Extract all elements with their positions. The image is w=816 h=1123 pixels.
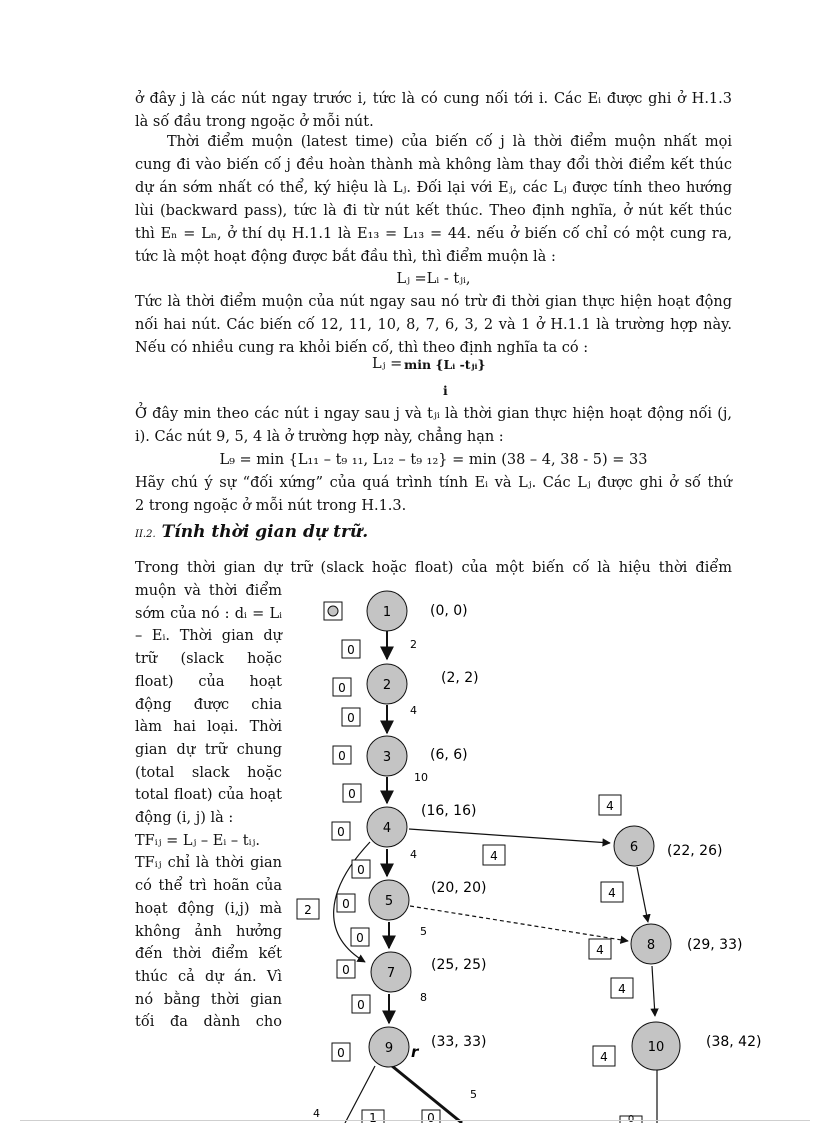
column-line: làm hai loại. Thời [135,719,282,736]
node-label: 5 [384,894,394,909]
node-9 [369,1027,409,1067]
column-line: thúc cả dự án. Vì [135,968,282,985]
node-1 [367,591,407,631]
node-label: 9 [384,1041,394,1056]
node-label: 3 [382,750,392,765]
duration-label: 4 [410,704,417,717]
node-2 [367,664,407,704]
formula-min-index: i [443,383,448,398]
node-label: 10 [647,1040,665,1055]
svg-text:0: 0 [347,711,355,725]
column-line: sớm của nó : dᵢ = Lᵢ [135,605,282,622]
text-line: Ở đây min theo các nút i ngay sau j và tⱼᵢ là thời gian thực hiện hoạt động nối (j, [135,406,732,422]
node-10 [632,1022,680,1070]
duration-label: 4 [410,848,417,861]
svg-text:4: 4 [596,943,604,957]
float-box [343,784,361,802]
text-line: Tức là thời điểm muộn của nút ngay sau nó trừ đi thời gian thực hiện hoạt động [135,294,732,310]
text-line: cung đi vào biến cố j đều hoàn thành mà không làm thay đổi thời điểm kết thúc [135,157,732,173]
svg-text:0: 0 [357,998,365,1012]
column-line: động (i, j) là : [135,810,234,827]
column-line: total float) của hoạt [135,787,282,804]
formula-min-lhs: Lⱼ = [372,356,403,372]
column-line: trữ (slack hoặc [135,651,282,668]
float-box [332,822,350,840]
column-line: (total slack hoặc [135,764,282,781]
column-line: đến thời điểm kết [135,946,282,963]
float-box [593,1046,615,1066]
node-times: (25, 25) [431,957,487,973]
column-line: có thể trì hoãn của [135,878,282,895]
section-number: II.2. [135,529,156,540]
float-box [611,978,633,998]
svg-text:0: 0 [338,749,346,763]
node-times: (20, 20) [431,880,487,896]
formula-min-top: min {Lᵢ -tⱼᵢ} [404,357,486,372]
node-7 [371,952,411,992]
node-times: (16, 16) [421,803,477,819]
text-line: Nếu có nhiều cung ra khỏi biến cố, thì theo định nghĩa ta có : [135,340,589,356]
node-label: 2 [382,678,392,693]
float-box [351,928,369,946]
edge-5-8-dummy [410,906,628,941]
node-times: (29, 33) [687,937,743,953]
column-line: nó bằng thời gian [135,991,282,1008]
start-marker-dot [328,606,338,616]
duration-label: 4 [313,1107,320,1120]
svg-text:0: 0 [337,825,345,839]
duration-label: 5 [420,925,427,938]
svg-text:4: 4 [606,799,614,813]
node-label: 6 [629,840,639,855]
column-line: TFᵢⱼ = Lⱼ – Eᵢ – tᵢⱼ. [135,832,260,849]
node-times: (38, 42) [706,1034,762,1050]
edge-4-6 [409,829,610,843]
text-line: Thời điểm muộn (latest time) của biến cố j là thời điểm muộn nhất mọi [167,134,732,150]
node-4 [367,807,407,847]
text-line: là số đầu trong ngoặc ở mỗi nút. [135,114,374,130]
column-line: muộn và thời điểm [135,583,282,599]
float-box [297,899,319,919]
formula-backward: Lⱼ =Lᵢ - tⱼᵢ, [396,271,471,287]
text-line: tức là một hoạt động được bắt đầu thì, thì điểm muộn là : [135,249,556,265]
text-line: Trong thời gian dự trữ (slack hoặc float) của một biến cố là hiệu thời điểm [135,560,732,576]
float-box [342,640,360,658]
node-times: (6, 6) [430,747,468,763]
column-line: tối đa dành cho [135,1014,282,1031]
float-box [589,939,611,959]
float-box [352,995,370,1013]
svg-text:0: 0 [347,643,355,657]
svg-text:0: 0 [348,787,356,801]
column-line: không ảnh hưởng [135,923,282,940]
node-8 [631,924,671,964]
r-label: r [411,1043,419,1061]
float-box [620,1114,642,1123]
edge-6-8 [637,867,648,922]
node-6 [614,826,654,866]
node-times: (33, 33) [431,1034,487,1050]
text-line: dự án sớm nhất có thể, ký hiệu là Lⱼ. Đối lại với Eⱼ, các Lⱼ được tính theo hướng [135,180,732,196]
node-times: (2, 2) [441,670,479,686]
float-box [337,960,355,978]
svg-text:4: 4 [600,1050,608,1064]
column-line: hoạt động (i,j) mà [135,900,282,917]
text-line: lùi (backward pass), tức là đi từ nút kết thúc. Theo định nghĩa, ở nút kết thúc [135,203,732,219]
duration-label: 10 [414,771,428,784]
text-line: 2 trong ngoặc ở mỗi nút trong H.1.3. [135,498,407,514]
text-line: Hãy chú ý sự “đối xứng” của quá trình tính Eᵢ và Lⱼ. Các Lⱼ được ghi ở số thứ [135,475,732,491]
edge-8-10 [652,966,655,1016]
text-line: nối hai nút. Các biến cố 12, 11, 10, 8, 7, 6, 3, 2 và 1 ở H.1.1 là trường hợp này. [135,317,732,333]
svg-text:1: 1 [369,1111,377,1123]
float-box [337,894,355,912]
svg-text:4: 4 [608,886,616,900]
column-line: float) của hoạt [135,673,282,690]
svg-text:0: 0 [338,681,346,695]
text-line: i). Các nút 9, 5, 4 là ở trường hợp này, chẳng hạn : [135,429,504,445]
float-box [422,1110,440,1123]
column-line: động được chia [135,696,282,713]
float-box [352,860,370,878]
node-5 [369,880,409,920]
section-title: Tính thời gian dự trữ. [161,522,369,542]
float-box [483,845,505,865]
float-box [362,1110,384,1123]
svg-text:4: 4 [490,849,498,863]
svg-text:0: 0 [627,1114,635,1123]
node-label: 7 [386,966,396,981]
text-line: ở đây j là các nút ngay trước i, tức là có cung nối tới i. Các Eᵢ được ghi ở H.1.3 [135,91,732,107]
float-box [599,795,621,815]
float-box [332,1043,350,1061]
duration-label: 8 [420,991,427,1004]
page-bottom-edge [20,1120,810,1121]
svg-text:4: 4 [618,982,626,996]
duration-label: 2 [410,638,417,651]
float-box [601,882,623,902]
node-label: 4 [382,821,392,836]
float-box [333,746,351,764]
node-label: 8 [646,938,656,953]
text-line: thì Eₙ = Lₙ, ở thí dụ H.1.1 là E₁₃ = L₁₃ = 44. nếu ở biến cố chỉ có một cung ra, [135,226,732,242]
duration-label: 5 [470,1088,477,1101]
column-line: – Eᵢ. Thời gian dự [135,628,282,645]
node-3 [367,736,407,776]
svg-text:0: 0 [342,897,350,911]
node-label: 1 [382,605,392,620]
svg-text:0: 0 [427,1111,435,1123]
svg-text:0: 0 [356,931,364,945]
svg-text:0: 0 [342,963,350,977]
float-box [342,708,360,726]
svg-text:0: 0 [357,863,365,877]
node-times: (22, 26) [667,843,723,859]
formula-example: L₉ = min {L₁₁ – t₉ ₁₁, L₁₂ – t₉ ₁₂} = min (38 – 4, 38 - 5) = 33 [219,452,648,468]
node-times: (0, 0) [430,603,468,619]
svg-text:2: 2 [304,903,312,917]
column-line: gian dự trữ chung [135,741,282,758]
column-line: TFᵢⱼ chỉ là thời gian [135,855,282,872]
svg-text:0: 0 [337,1046,345,1060]
float-box [333,678,351,696]
